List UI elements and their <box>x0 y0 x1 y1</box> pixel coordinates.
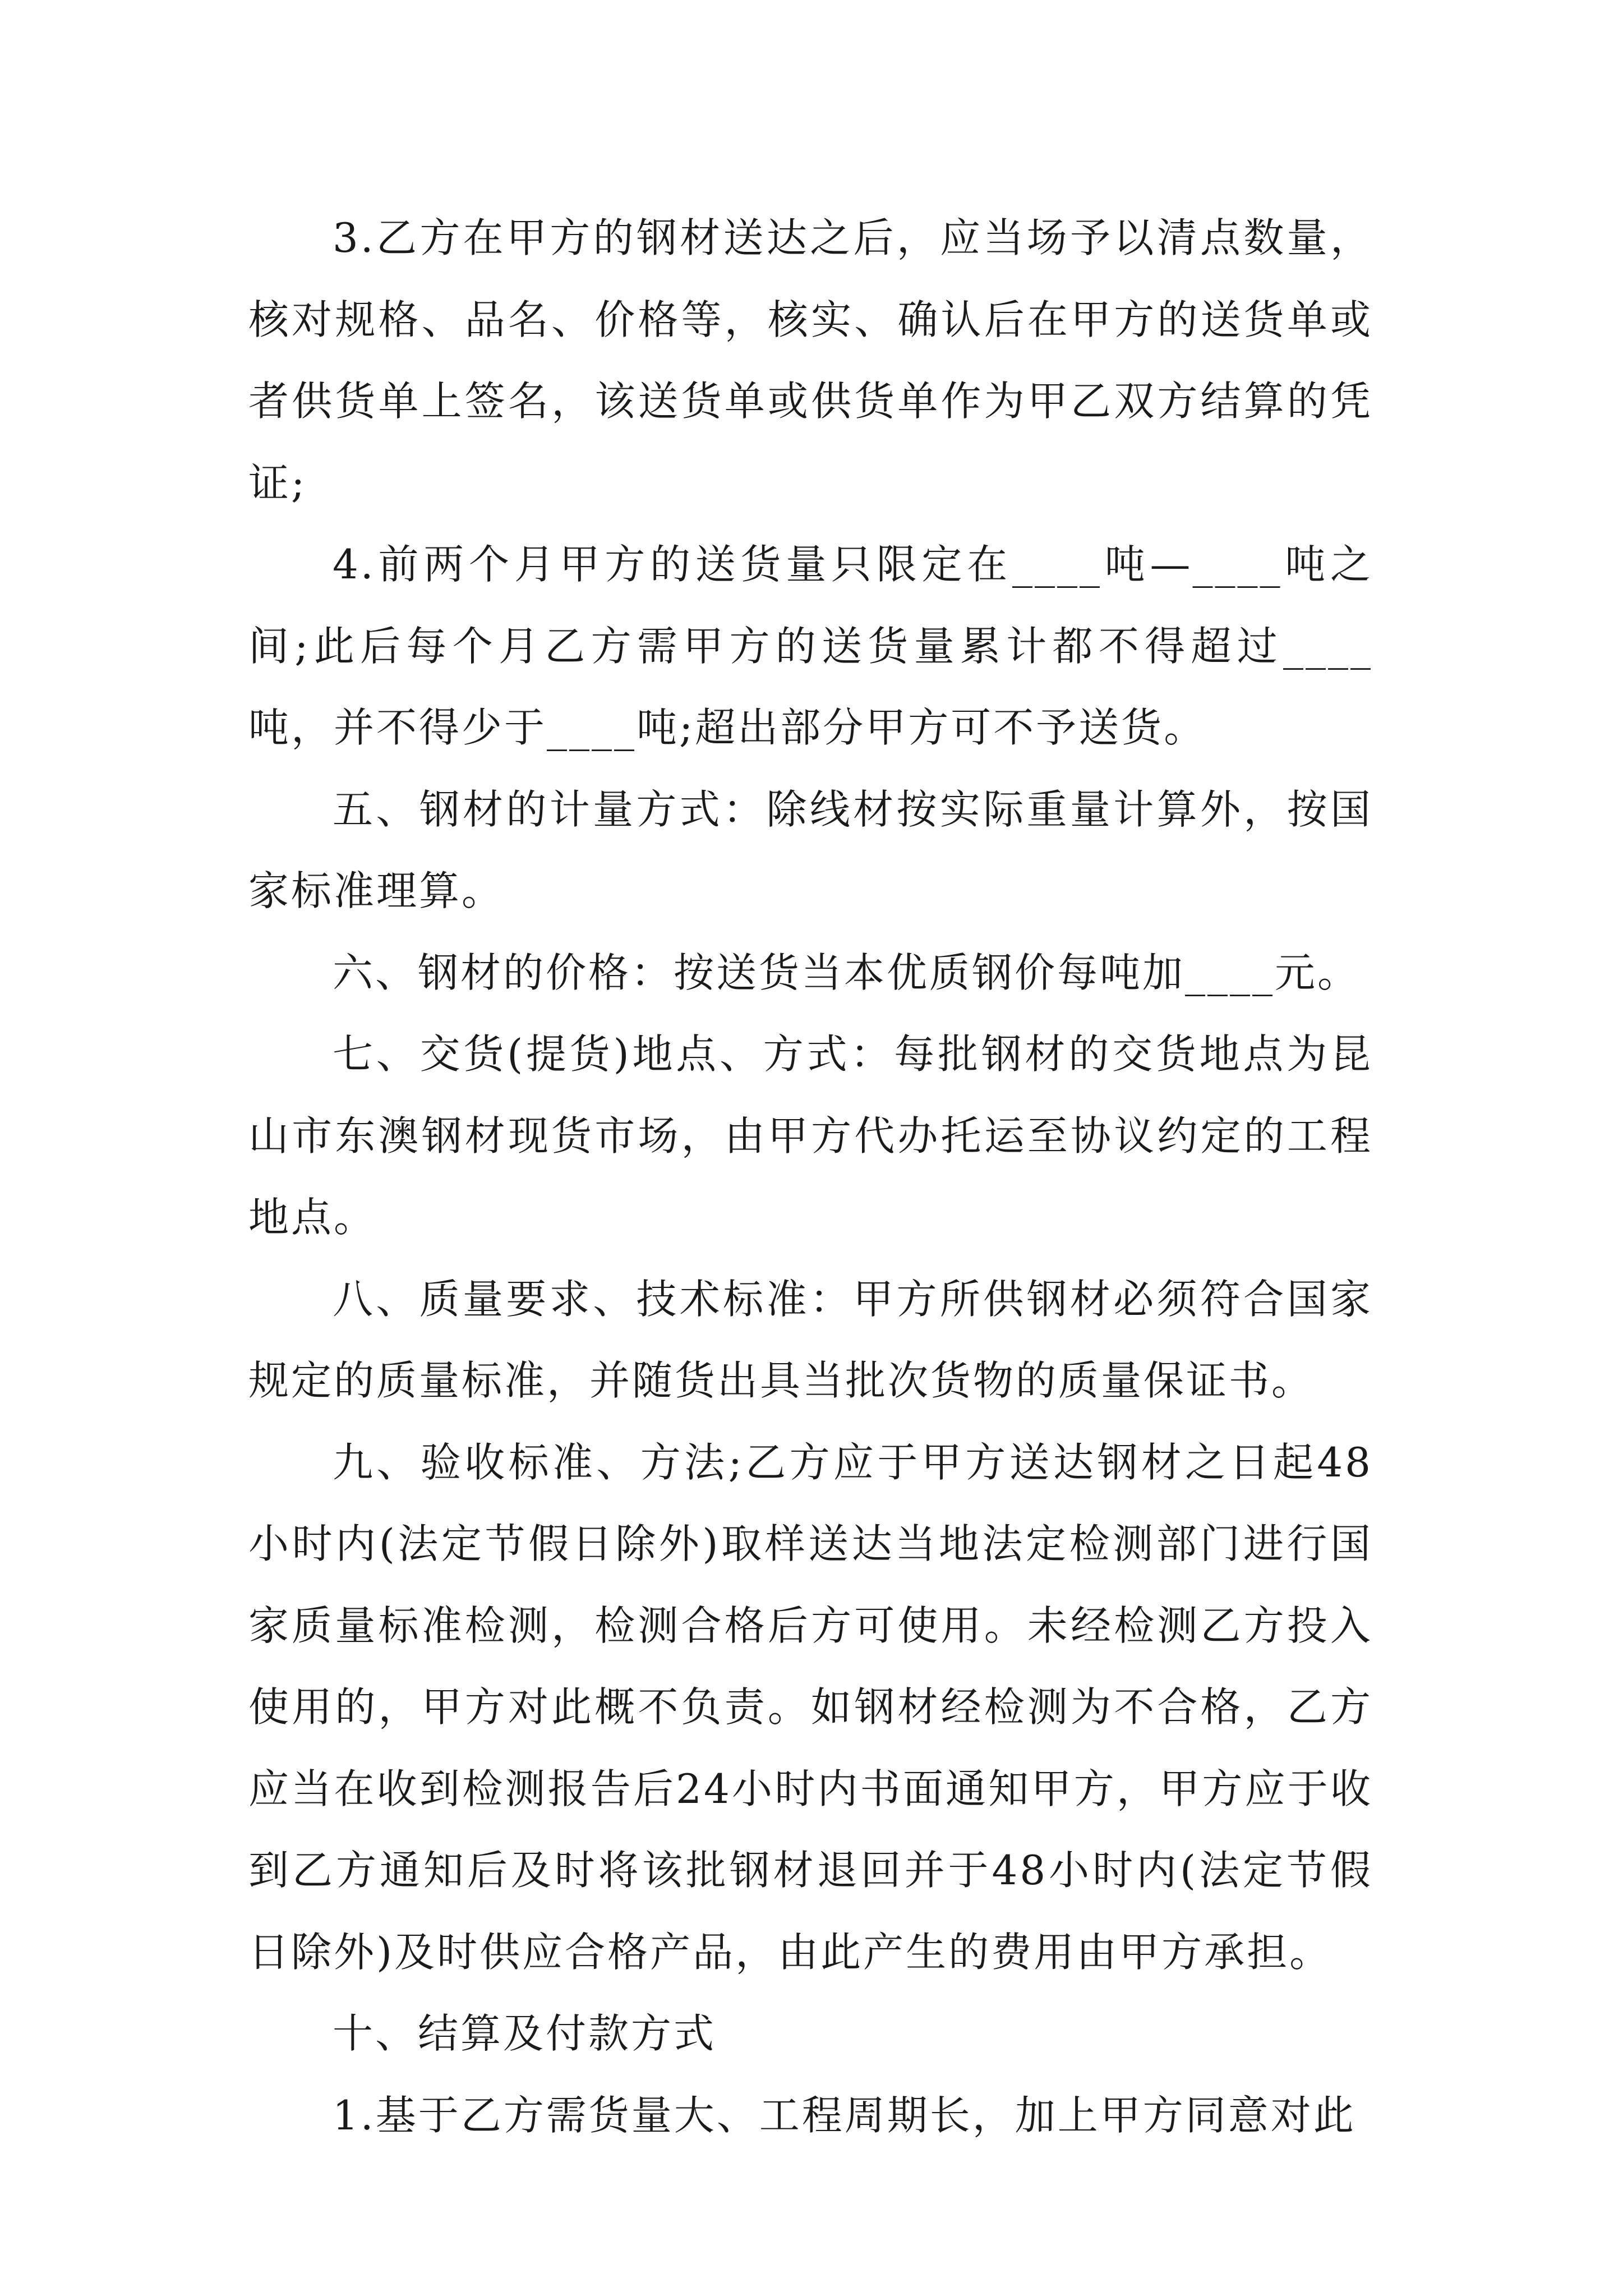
paragraph-inspection: 九、验收标准、方法;乙方应于甲方送达钢材之日起48小时内(法定节假日除外)取样送达当地法定检测部门进行国家质量标准检测，检测合格后方可使用。未经检测乙方投入使用的，甲方对此概不负责。如钢材经检测为不合格，乙方应当在收到检测报告后24小时内书面通知甲方，甲方应于收到乙方通知后及时将该批钢材退回并于48小时内(法定节假日除外)及时供应合格产品，由此产生的费用由甲方承担。 <box>248 1438 1373 1976</box>
paragraph-delivery: 七、交货(提货)地点、方式：每批钢材的交货地点为昆山市东澳钢材现货市场，由甲方代办托运至协议约定的工程地点。 <box>248 1030 1373 1241</box>
paragraph-settlement-1: 1.基于乙方需货量大、工程周期长，加上甲方同意对此 <box>333 2091 1356 2139</box>
document-body <box>248 197 1373 2156</box>
paragraph-price: 六、钢材的价格：按送货当本优质钢价每吨加____元。 <box>333 949 1361 996</box>
paragraph-quality: 八、质量要求、技术标准：甲方所供钢材必须符合国家规定的质量标准，并随货出具当批次货物的质量保证书。 <box>248 1275 1373 1404</box>
paragraph-settlement-heading: 十、结算及付款方式 <box>333 2010 717 2057</box>
paragraph-measurement: 五、钢材的计量方式：除线材按实际重量计算外，按国家标准理算。 <box>248 785 1373 914</box>
paragraph-clause-3: 3.乙方在甲方的钢材送达之后，应当场予以清点数量，核对规格、品名、价格等，核实、确认后在甲方的送货单或者供货单上签名，该送货单或供货单作为甲乙双方结算的凭证; <box>248 214 1373 507</box>
paragraph-clause-4: 4.前两个月甲方的送货量只限定在____吨—____吨之间;此后每个月乙方需甲方的送货量累计都不得超过____吨，并不得少于____吨;超出部分甲方可不予送货。 <box>248 541 1373 751</box>
